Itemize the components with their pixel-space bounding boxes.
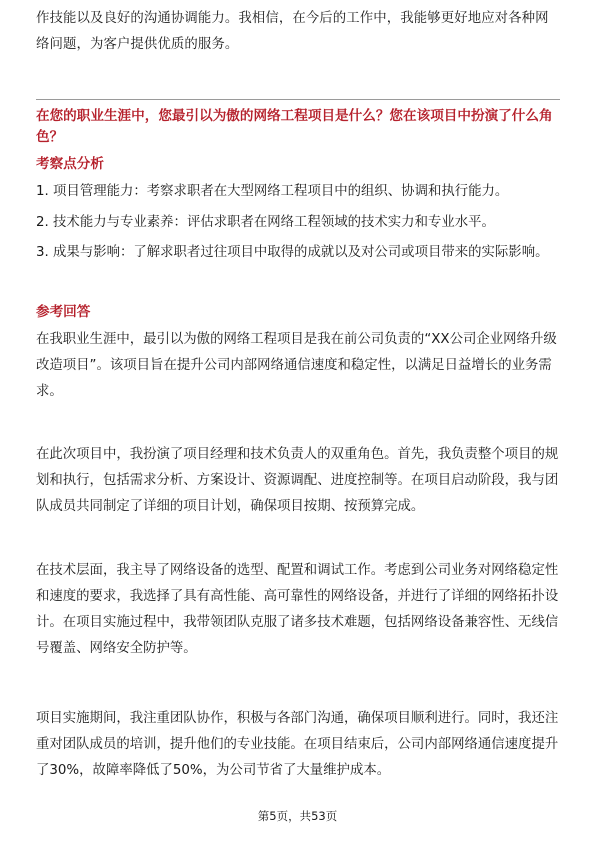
answer-paragraph: 在我职业生涯中，最引以为傲的网络工程项目是我在前公司负责的“XX公司企业网络升级改造项目”。该项目旨在提升公司内部网络通信速度和稳定性，以满足日益增长的业务需求。: [36, 332, 557, 399]
analysis-point: 2. 技术能力与专业素养：评估求职者在网络工程领域的技术实力和专业水平。: [36, 215, 495, 230]
page-number: 第5页，共53页: [257, 809, 338, 823]
answer-paragraph: 在此次项目中，我扮演了项目经理和技术负责人的双重角色。首先，我负责整个项目的规划和执行，包括需求分析、方案设计、资源调配、进度控制等。在项目启动阶段，我与团队成员共同制定了详细的项目计划，确保项目按期、按预算完成。: [36, 447, 559, 514]
intro-paragraph: 作技能以及良好的沟通协调能力。我相信，在今后的工作中，我能够更好地应对各种网络问题，为客户提供优质的服务。: [36, 11, 549, 52]
answer-paragraph: 在技术层面，我主导了网络设备的选型、配置和调试工作。考虑到公司业务对网络稳定性和速度的要求，我选择了具有高性能、高可靠性的网络设备，并进行了详细的网络拓扑设计。在项目实施过程中，我带领团队克服了诸多技术难题，包括网络设备兼容性、无线信号覆盖、网络安全防护等。: [36, 563, 559, 656]
answer-paragraph: 项目实施期间，我注重团队协作，积极与各部门沟通，确保项目顺利进行。同时，我还注重对团队成员的培训，提升他们的专业技能。在项目结束后，公司内部网络通信速度提升了30%，故障率降低了50%，为公司节省了大量维护成本。: [36, 711, 559, 778]
section-divider: [36, 99, 560, 100]
answer-title: 参考回答: [36, 304, 91, 320]
analysis-point: 1. 项目管理能力：考察求职者在大型网络工程项目中的组织、协调和执行能力。: [36, 184, 509, 199]
interview-question: 在您的职业生涯中，您最引以为傲的网络工程项目是什么？您在该项目中扮演了什么角色？: [36, 108, 553, 145]
analysis-point: 3. 成果与影响：了解求职者过往项目中取得的成就以及对公司或项目带来的实际影响。: [36, 245, 549, 260]
analysis-title: 考察点分析: [36, 156, 104, 172]
